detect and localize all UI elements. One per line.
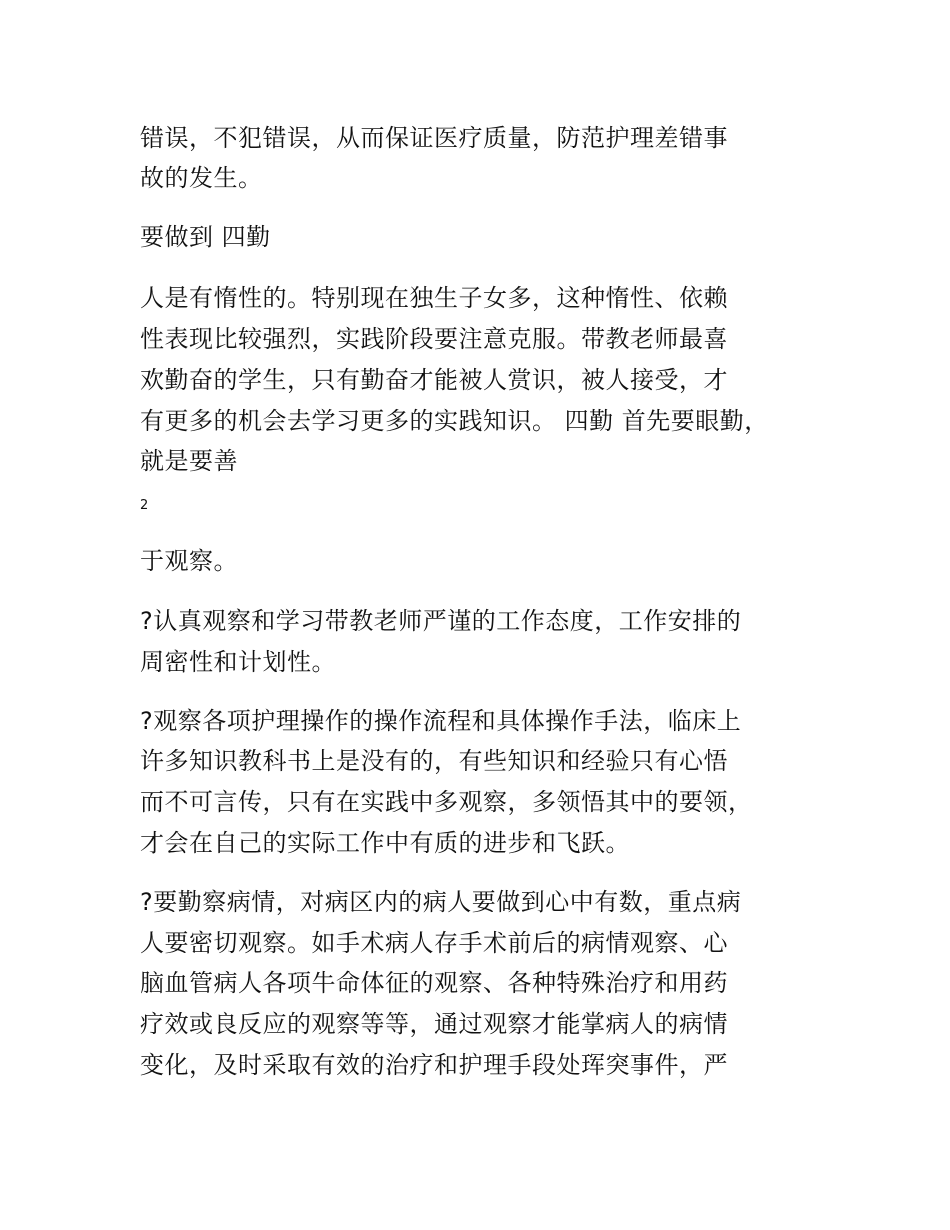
text-line: 有更多的机会去学习更多的实践知识。 四勤 首先要眼勤， [140,407,769,435]
text-line: 人要密切观察。如手术病人存手术前后的病情观察、心 [140,929,728,957]
text-line: ?要勤察病情，对病区内的病人要做到心中有数，重点病 [140,888,742,916]
text-line: 才会在自己的实际工作中有质的进步和飞跃。 [140,829,630,857]
text-line: 故的发生。 [140,164,263,192]
text-line: 许多知识教科书上是没有的，有些知识和经验只有心悟 [140,747,728,775]
text-line: 于观察。 [140,547,238,575]
text-line: 性表现比较强烈，实践阶段要注意克服。带教老师最喜 [140,325,728,353]
text-line: 欢勤奋的学生，只有勤奋才能被人赏识，被人接受，才 [140,366,728,394]
text-line: ?观察各项护理操作的操作流程和具体操作手法，临床上 [140,707,742,735]
text-line: 疗效或良反应的观察等等，通过观察才能掌病人的病情 [140,1010,728,1038]
text-line: ?认真观察和学习带教老师严谨的工作态度，工作安排的 [140,607,742,635]
text-line: 脑血管病人各项牛命体征的观察、各种特殊治疗和用药 [140,969,728,997]
text-line: 就是要善 [140,447,238,475]
text-line: 人是有惰性的。特别现在独生子女多，这种惰性、依赖 [140,284,728,312]
text-line: 周密性和计划性。 [140,648,336,676]
text-line: 变化，及时采取有效的治疗和护理手段处珲突事件，严 [140,1051,728,1079]
page-number: 2 [140,498,149,513]
section-heading: 要做到 四勤 [140,223,271,251]
text-line: 错误，不犯错误，从而保证医疗质量，防范护理差错事 [140,124,728,152]
text-line: 而不可言传，只有在实践中多观察，多领悟其中的要领， [140,788,753,816]
